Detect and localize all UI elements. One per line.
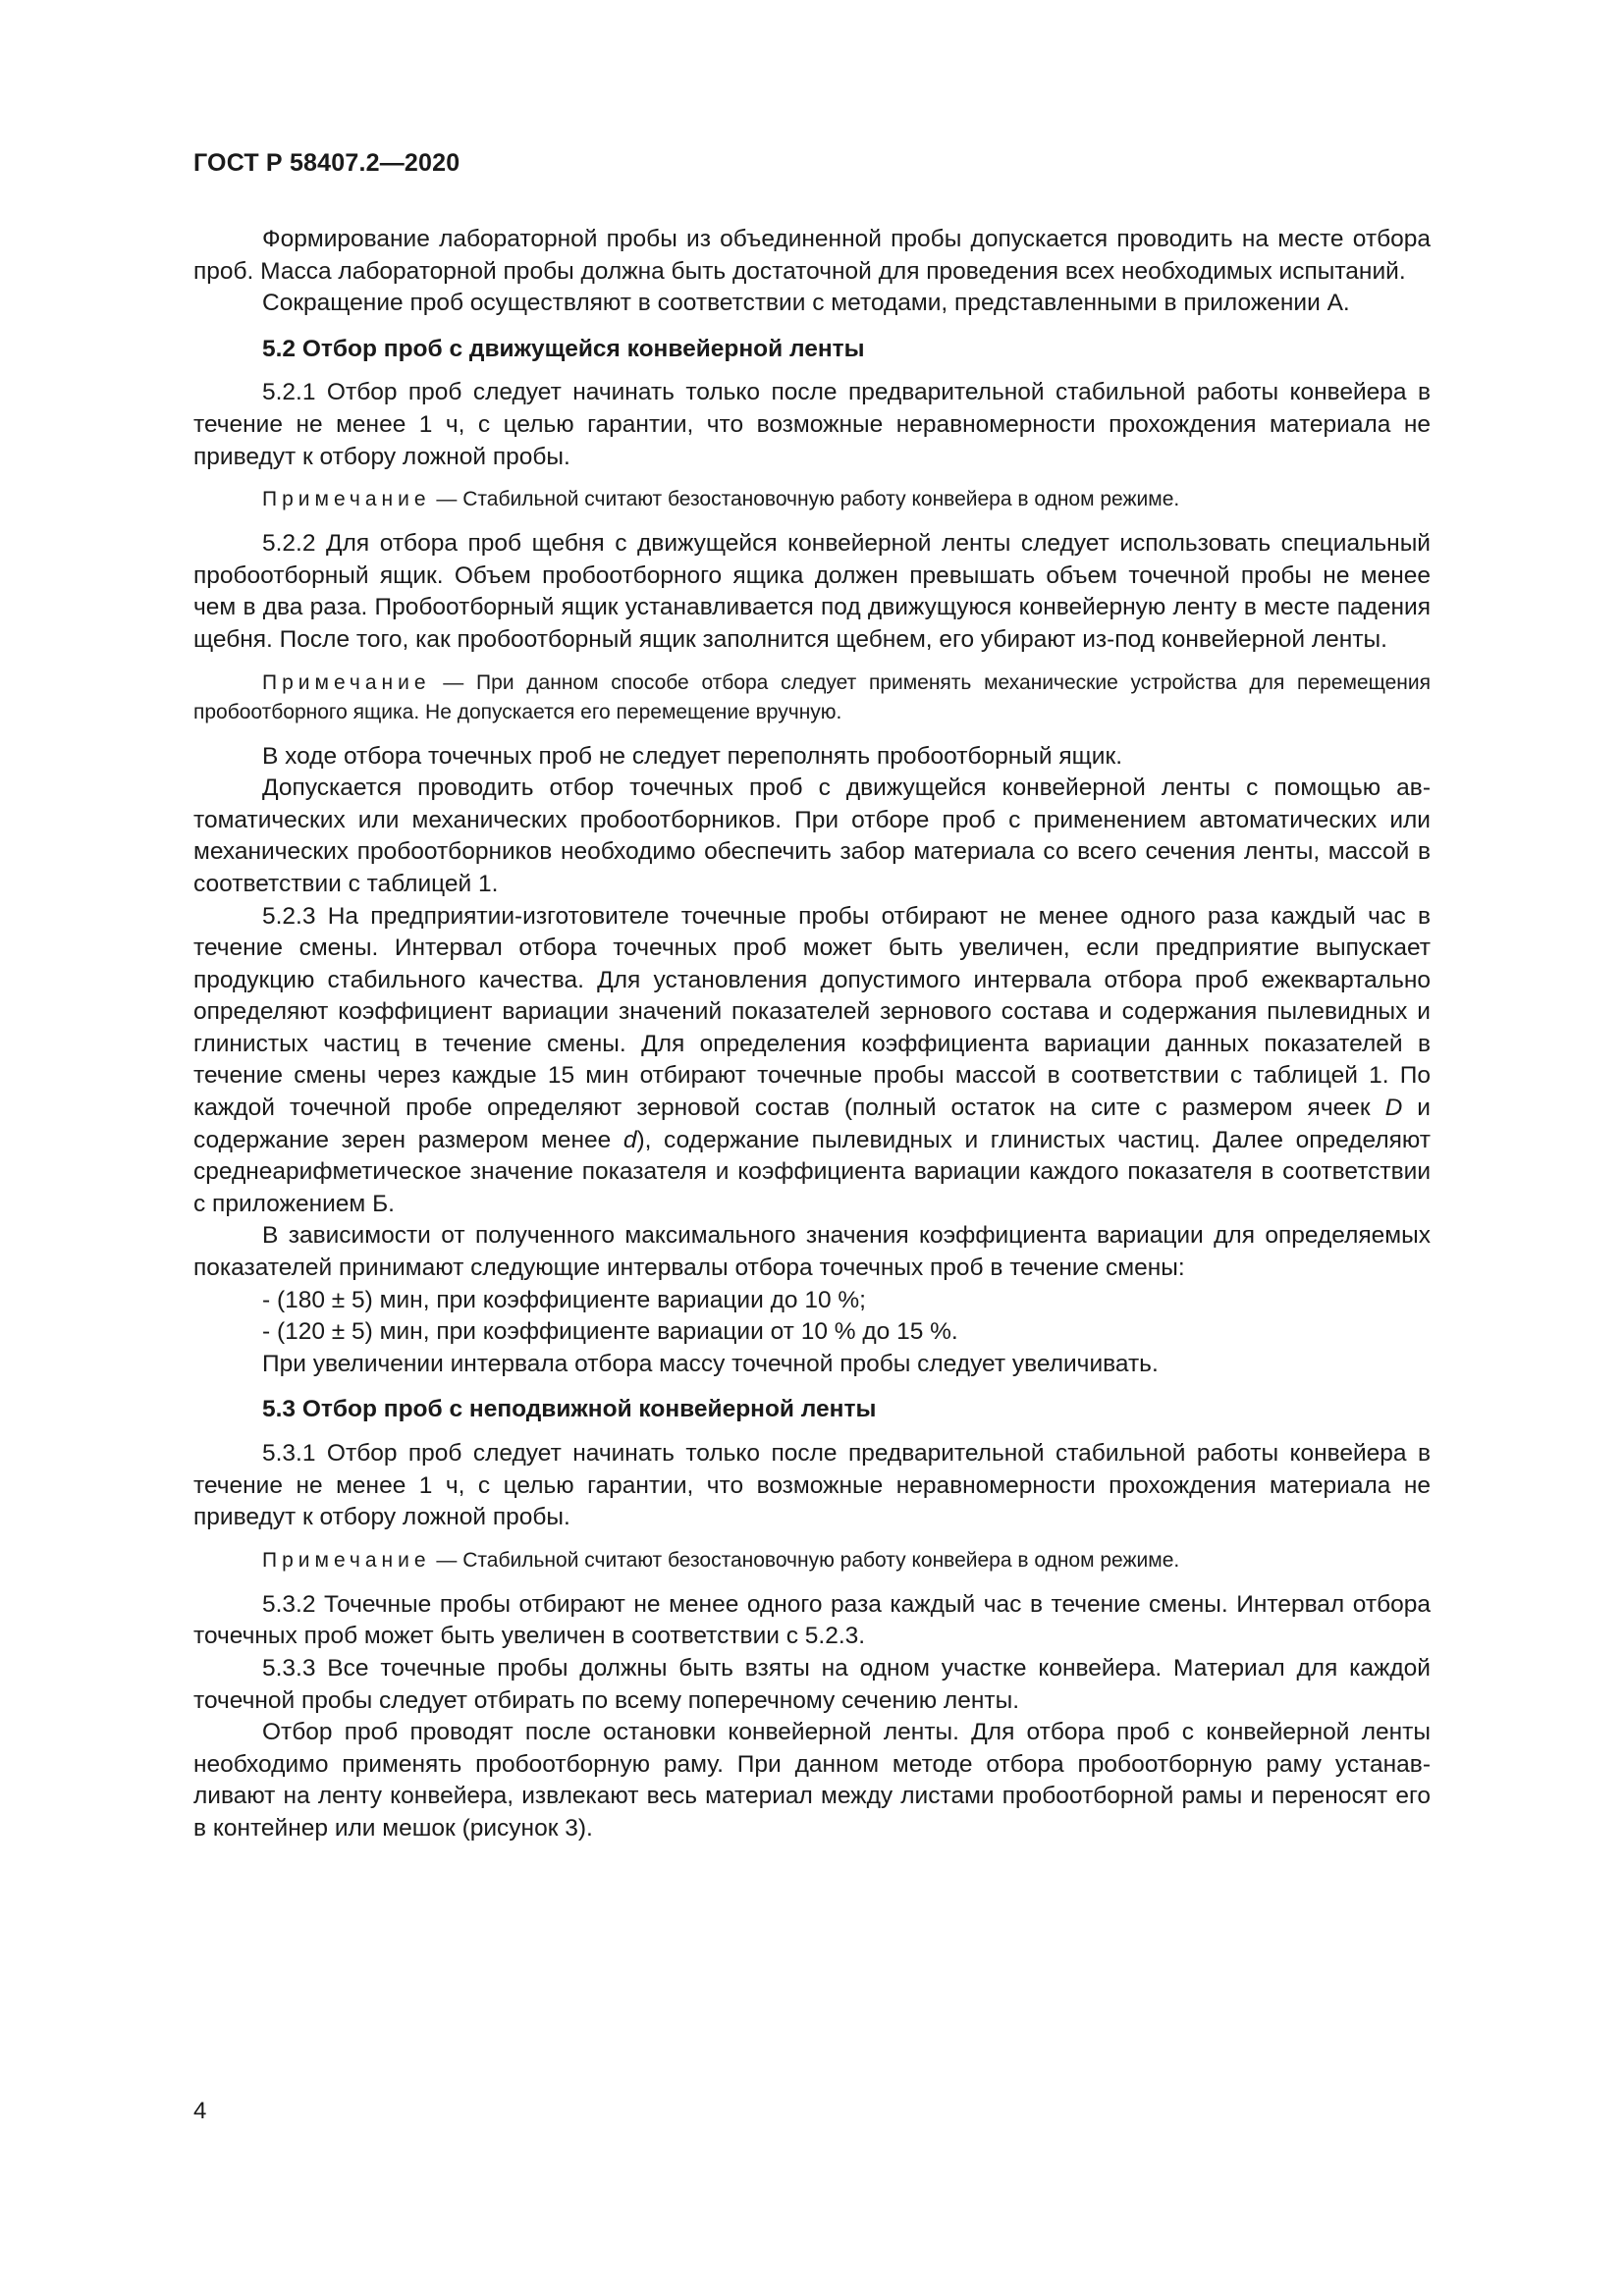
paragraph: Отбор проб проводят после остановки конвейерной ленты. Для отбора проб с конвейерной ленты необходимо применять пробоотборную раму. При данном методе отбора пробоотборную раму устанавливают на ленту конвейера, извлекают весь материал между листами пробоотборной рамы и переносят его в контейнер или мешок (рисунок 3). <box>193 1719 1431 1842</box>
note-label: Примечание <box>262 1548 431 1572</box>
paragraph-5-2-3 <box>193 901 1431 1221</box>
paragraph-5-3-1: 5.3.1 Отбор проб следует начинать только после предварительной стабильной работы конвейера в течение не менее 1 ч, с целью гарантии, что возможные неравномерности прохождения материала не приведут к отбору ложной пробы. <box>193 1440 1431 1531</box>
note <box>193 668 1431 727</box>
paragraph: Формирование лабораторной пробы из объединенной пробы допускается проводить на месте отбора проб. Масса лабораторной пробы должна быть достаточной для проведения всех необходимых испытаний. <box>193 226 1431 285</box>
paragraph-5-2-2: 5.2.2 Для отбора проб щебня с движущейся конвейерной ленты следует использовать специальный пробоотборный ящик. Объем пробоотборного ящика должен превышать объем точечной пробы не менее чем в два раза. Пробоотборный ящик устанавливается под движущуюся конвейерную ленту в месте падения щебня. После того, как пробоотборный ящик заполнится щебнем, его убирают из-под конвейерной ленты. <box>193 530 1431 653</box>
note-text: — При данном способе отбора следует применять механические устройства для перемещения пробоотборного ящика. Не допускается его перемещение вручную. <box>193 670 1431 723</box>
paragraph-5-2-1: 5.2.1 Отбор проб следует начинать только после предварительной стабильной работы конвейера в течение не менее 1 ч, с целью гарантии, что возможные неравномерности прохождения материала не приведут к отбору ложной пробы. <box>193 379 1431 470</box>
list-item: - (120 ± 5) мин, при коэффициенте вариации от 10 % до 15 %. <box>262 1318 958 1346</box>
paragraph-5-2-3-head: 5.2.3 На предприятии-изготовителе точечные пробы отбирают не менее одного раза каждый час в течение смены. Интервал отбора точечных проб может быть увеличен, если предприятие выпускает продукцию стабильного качества. Для установления допустимого интервала отбора проб ежеквартально определяют коэффициент вариации значений показателей зернового состава и содержания пылевидных и глинистых частиц в течение смены. Для определения коэффициента вариации данных показателей в течение смены через каждые 15 мин отбирают точечные пробы массой в соответствии с таблицей 1. По каждой точечной пробе определяют зерновой состав (полный остаток на сите с размером ячеек <box>193 902 1431 1122</box>
paragraph-5-3-2: 5.3.2 Точечные пробы отбирают не менее одного раза каждый час в течение смены. Интервал отбора точечных проб может быть увеличен в соответствии с 5.2.3. <box>193 1590 1431 1650</box>
note-text: — Стабильной считают безостановочную работу конвейера в одном режиме. <box>430 1548 1180 1572</box>
document-header: ГОСТ Р 58407.2—2020 <box>193 149 460 177</box>
paragraph: Допускается проводить отбор точечных проб с движущейся конвейерной ленты с помощью автоматических или механических пробоотборников. При отборе проб с применением автоматических или механических пробоотборников необходимо обеспечить забор материала со всего сечения ленты, массой в соответствии с таблицей 1. <box>193 774 1431 897</box>
paragraph: В ходе отбора точечных проб не следует переполнять пробоотборный ящик. <box>262 742 1123 770</box>
variable-d-upper: D <box>1384 1095 1403 1122</box>
paragraph: В зависимости от полученного максимального значения коэффициента вариации для определяемых показателей принимают следующие интервалы отбора точечных проб в течение смены: <box>193 1222 1431 1282</box>
paragraph: При увеличении интервала отбора массу точечной пробы следует увеличивать. <box>262 1350 1159 1377</box>
paragraph-5-2-3-mid: и содержание зерен размером менее <box>193 1095 1431 1153</box>
note <box>193 485 1431 514</box>
list-item: - (180 ± 5) мин, при коэффициенте вариации до 10 %; <box>262 1286 866 1313</box>
note-text: — Стабильной считают безостановочную работу конвейера в одном режиме. <box>430 488 1180 511</box>
note-label: Примечание <box>262 488 431 511</box>
document-body <box>193 224 1431 1845</box>
note <box>193 1546 1431 1575</box>
paragraph: Сокращение проб осуществляют в соответствии с методами, представленными в приложении А. <box>262 290 1350 317</box>
paragraph-5-3-3: 5.3.3 Все точечные пробы должны быть взяты на одном участке конвейера. Материал для каждой точечной пробы следует отбирать по всему поперечному сечению ленты. <box>193 1654 1431 1714</box>
section-heading-5-2: 5.2 Отбор проб с движущейся конвейерной ленты <box>262 335 865 362</box>
section-heading-5-3: 5.3 Отбор проб с неподвижной конвейерной ленты <box>262 1396 877 1423</box>
note-label: Примечание <box>262 670 431 694</box>
paragraph-5-2-3-end: ), содержание пылевидных и глинистых частиц. Далее определяют среднеарифметическое значение показателя и коэффициента вариации каждого показателя в соответствии с приложением Б. <box>193 1126 1431 1217</box>
variable-d-lower: d <box>623 1126 637 1153</box>
page-number: 4 <box>193 2098 207 2124</box>
